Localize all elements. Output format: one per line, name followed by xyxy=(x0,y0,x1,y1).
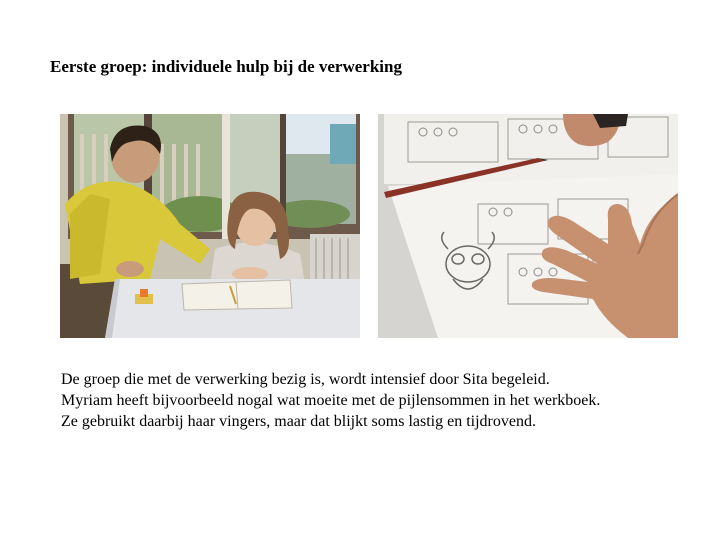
slide-title: Eerste groep: individuele hulp bij de verwerking xyxy=(50,57,402,76)
classroom-photo xyxy=(60,114,360,338)
description-line: De groep die met de verwerking bezig is, wordt intensief door Sita begeleid. xyxy=(61,371,550,388)
workbook-closeup-photo xyxy=(378,114,678,338)
description-line: Ze gebruikt daarbij haar vingers, maar dat blijkt soms lastig en tijdrovend. xyxy=(61,413,536,430)
description-text xyxy=(61,369,600,432)
description-line: Myriam heeft bijvoorbeeld nogal wat moeite met de pijlensommen in het werkboek. xyxy=(61,392,601,409)
